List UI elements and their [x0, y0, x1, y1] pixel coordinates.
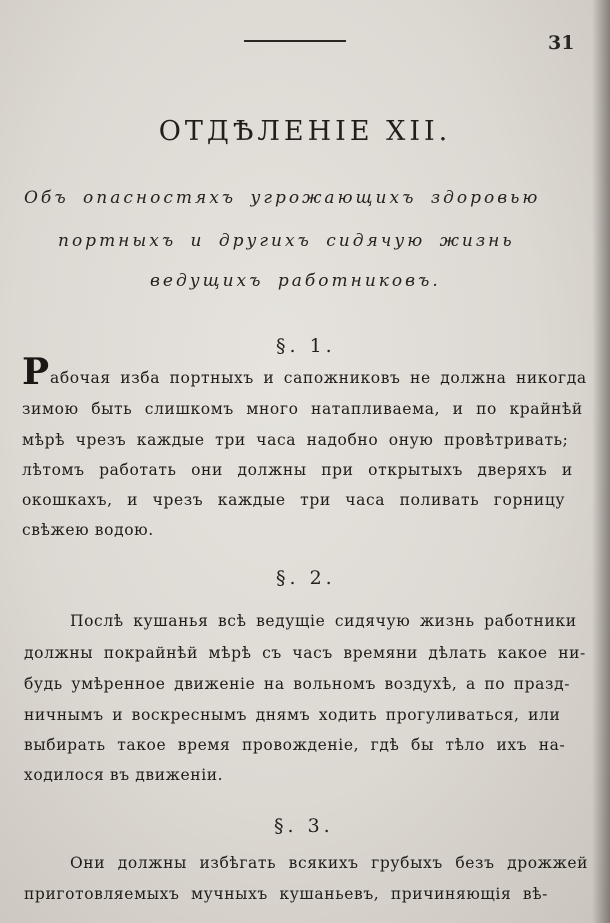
text-line: Послѣ кушанья всѣ ведущіе сидячую жизнь работники — [70, 612, 577, 630]
section-title: ОТДѢЛЕНІЕ XII. — [158, 116, 452, 147]
text-line: Они должны избѣгать всякихъ грубыхъ безъ дрожжей — [70, 854, 589, 872]
paragraph-mark: §. 3. — [274, 815, 334, 837]
text-line: приготовляемыхъ мучныхъ кушаньевъ, причиняющія вѣ- — [24, 885, 549, 903]
paragraph-mark: §. 1. — [276, 335, 336, 357]
page-number: 31 — [548, 32, 575, 54]
header-rule — [244, 40, 346, 42]
subtitle-line: портныхъ и другихъ сидячую жизнь — [58, 231, 515, 251]
text-line: ходилося въ движеніи. — [24, 766, 224, 784]
text-line: мѣрѣ чрезъ каждые три часа надобно оную провѣтривать; — [22, 431, 569, 449]
text-line: свѣжею водою. — [22, 521, 154, 539]
drop-cap: Р — [22, 351, 50, 393]
text-line: выбирать такое время провожденіе, гдѣ бы тѣло ихъ на- — [24, 736, 566, 754]
text-line: абочая изба портныхъ и сапожниковъ не должна никогда — [50, 369, 587, 387]
text-line: окошкахъ, и чрезъ каждые три часа поливать горницу — [22, 491, 566, 509]
text-line: будь умѣренное движеніе на вольномъ воздухѣ, а по празд- — [24, 675, 571, 693]
paragraph-mark: §. 2. — [276, 567, 336, 589]
subtitle-line: Объ опасностяхъ угрожающихъ здоровью — [24, 188, 541, 208]
text-line: лѣтомъ работать они должны при открытыхъ дверяхъ и — [22, 461, 573, 479]
subtitle-line: ведущихъ работниковъ. — [150, 271, 441, 291]
text-line: зимою быть слишкомъ много натапливаема, и по крайнѣй — [22, 400, 583, 418]
text-line: должны покрайнѣй мѣрѣ съ часъ времяни дѣлать какое ни- — [24, 644, 586, 662]
text-line: ничнымъ и воскреснымъ днямъ ходить прогуливаться, или — [24, 706, 561, 724]
